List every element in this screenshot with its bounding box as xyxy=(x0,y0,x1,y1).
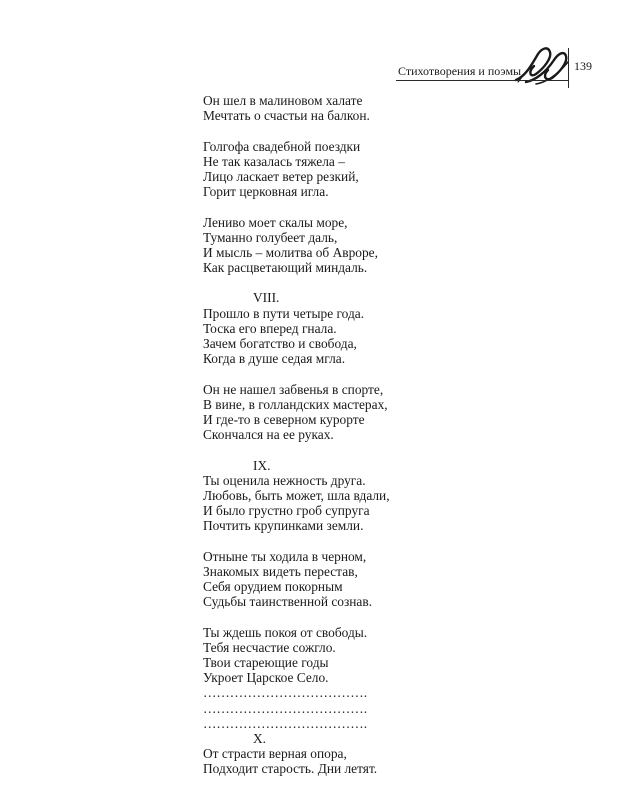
poem-line: Почтить крупинками земли. xyxy=(203,518,364,534)
poem-line: Не так казалась тяжела – xyxy=(203,153,345,169)
poem-line: И мысль – молитва об Авроре, xyxy=(203,244,378,260)
stanza-break xyxy=(203,123,443,138)
header-vertical-rule xyxy=(568,48,569,88)
poem-line: Укроет Царское Село. xyxy=(203,670,329,686)
poem-line: Тоска его вперед гнала. xyxy=(203,320,337,336)
poem-line: Ты ждешь покоя от свободы. xyxy=(203,624,368,640)
poem-line: Знакомых видеть перестав, xyxy=(203,563,358,579)
stanza-break xyxy=(203,442,443,457)
poem-line: Туманно голубеет даль, xyxy=(203,229,338,245)
page-number: 139 xyxy=(574,59,592,73)
poem-line: Судьбы таинственной сознав. xyxy=(203,594,373,610)
poem-line: Лицо ласкает ветер резкий, xyxy=(203,168,359,184)
poem-line: Скончался на ее руках. xyxy=(203,427,334,443)
poem-line: В вине, в голландских мастерах, xyxy=(203,396,388,412)
poem-line: Голгофа свадебной поездки xyxy=(203,138,361,154)
poem-line: Твои стареющие годы xyxy=(203,654,329,670)
stanza-break xyxy=(203,199,443,214)
poem-line: Он не нашел забвенья в спорте, xyxy=(203,381,384,397)
ellipsis-line: ………………………………. xyxy=(203,700,368,716)
poem-line: Зачем богатство и свобода, xyxy=(203,336,357,351)
poem-line: Ты оценила нежность друга. xyxy=(203,472,366,488)
poem-line: Горит церковная игла. xyxy=(203,184,329,200)
header-rule xyxy=(396,80,568,81)
section-numeral: VIII. xyxy=(253,290,280,306)
poem-line: Лениво моет скалы море, xyxy=(203,214,348,230)
running-title: Стихотворения и поэмы xyxy=(398,64,522,78)
poem-body xyxy=(203,93,443,776)
stanza-break xyxy=(203,366,443,381)
poem-line: Отныне ты ходила в черном, xyxy=(203,548,367,564)
stanza-break xyxy=(203,609,443,624)
stanza-break xyxy=(203,533,443,548)
poem-line: Подходит старость. Дни летят. xyxy=(203,761,378,777)
poem-line: Тебя несчастие сожгло. xyxy=(203,639,336,655)
poem-line: Как расцветающий миндаль. xyxy=(203,260,368,276)
poem-line: И было грустно гроб супруга xyxy=(203,503,370,519)
section-numeral: X. xyxy=(253,730,267,746)
poem-line: Себя орудием покорным xyxy=(203,579,343,594)
poem-line: Когда в душе седая мгла. xyxy=(203,351,346,367)
poem-line: Мечтать о счастьи на балкон. xyxy=(203,108,370,124)
ellipsis-line: ………………………………. xyxy=(203,715,368,731)
poem-line: Он шел в малиновом халате xyxy=(203,93,363,108)
poem-line: От страсти верная опора, xyxy=(203,746,347,762)
poem-line: Прошло в пути четыре года. xyxy=(203,305,365,321)
poem-line: Любовь, быть может, шла вдали, xyxy=(203,487,390,503)
ellipsis-line: ………………………………. xyxy=(203,685,368,701)
stanza-break xyxy=(203,275,443,290)
section-numeral: IX. xyxy=(253,457,271,473)
poem-line: И где-то в северном курорте xyxy=(203,411,365,427)
